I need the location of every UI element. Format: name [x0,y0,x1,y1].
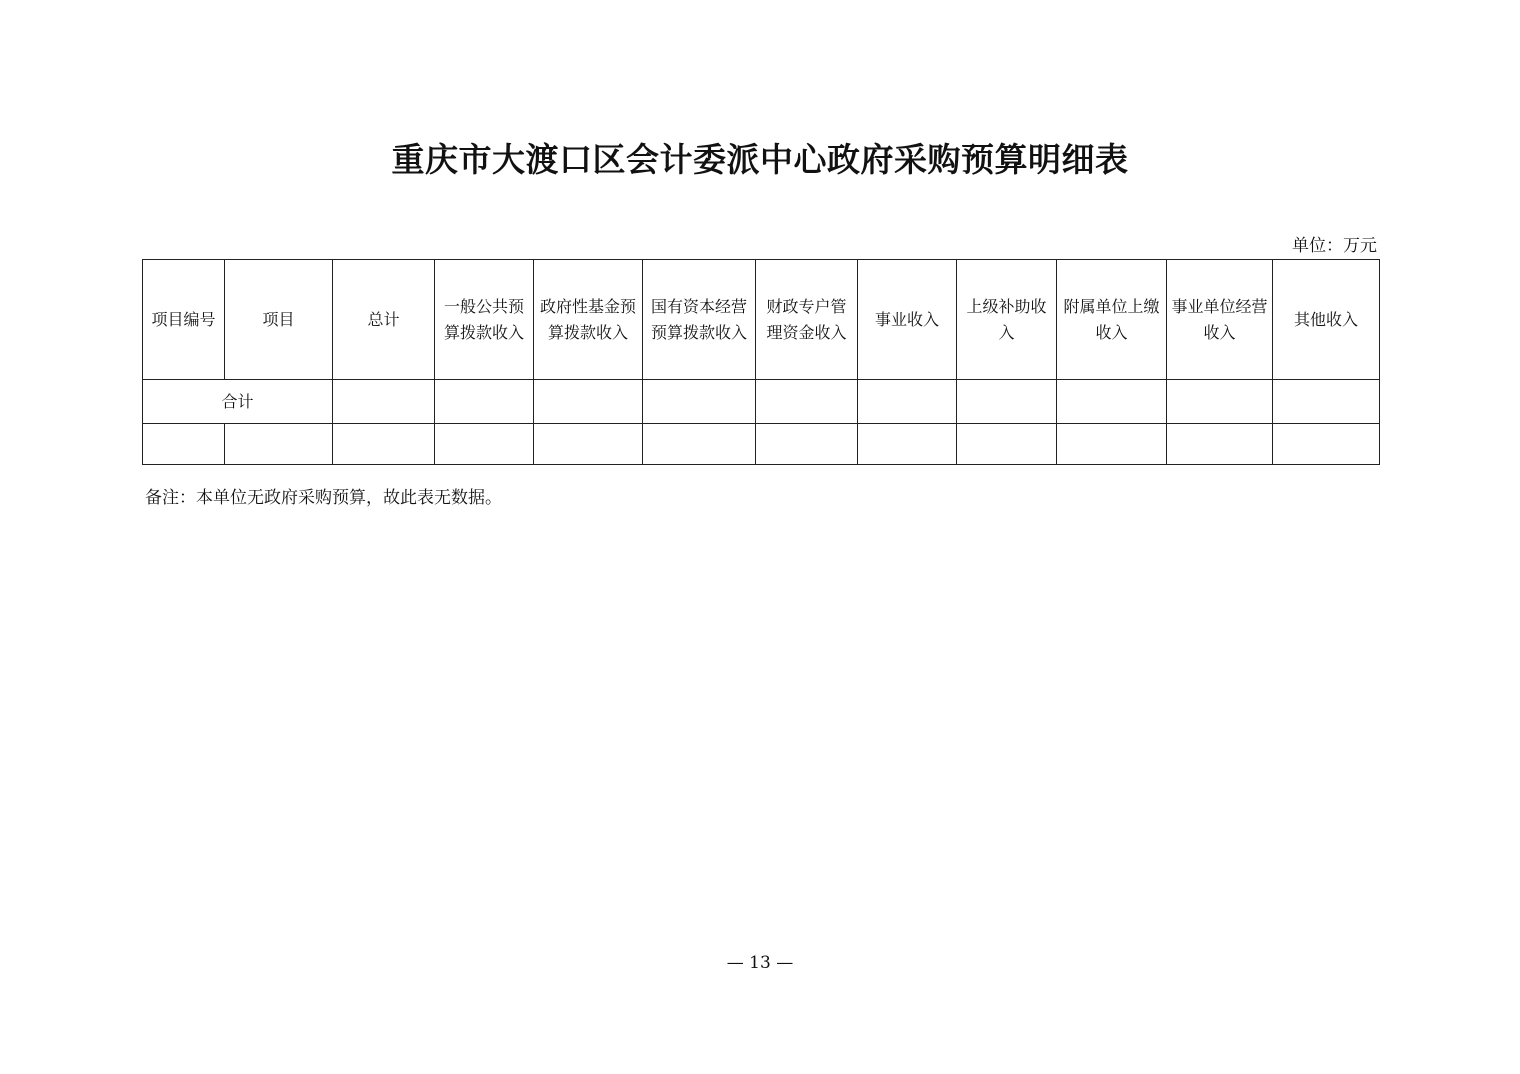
table-cell [435,380,534,424]
header-cell-general-budget: 一般公共预算拨款收入 [435,260,534,380]
header-cell-project: 项目 [225,260,333,380]
page-number: — 13 — [726,953,794,973]
header-cell-project-code: 项目编号 [143,260,225,380]
table-cell [643,380,756,424]
unit-label: 单位：万元 [1292,236,1377,256]
table-cell [1167,424,1273,465]
table-cell [643,424,756,465]
table-row [143,424,1380,465]
table-cell [858,424,957,465]
table-cell [858,380,957,424]
header-cell-other-income: 其他收入 [1273,260,1380,380]
table-cell [1273,380,1380,424]
table-cell [333,424,435,465]
header-cell-business-income: 事业收入 [858,260,957,380]
header-cell-special-account: 财政专户管理资金收入 [756,260,858,380]
header-cell-state-capital: 国有资本经营预算拨款收入 [643,260,756,380]
header-cell-subordinate-remit: 附属单位上缴收入 [1057,260,1167,380]
table-row-total [143,380,1380,424]
table-header-row [143,260,1380,380]
table-cell [143,424,225,465]
table-cell [756,424,858,465]
table-cell [1057,380,1167,424]
header-cell-government-fund: 政府性基金预算拨款收入 [534,260,643,380]
remark-note: 备注：本单位无政府采购预算，故此表无数据。 [145,488,502,508]
header-cell-total: 总计 [333,260,435,380]
table-cell [534,380,643,424]
total-label-cell: 合计 [143,380,333,424]
table-cell [957,424,1057,465]
table-cell [1167,380,1273,424]
table-cell [534,424,643,465]
table-cell [225,424,333,465]
page-title: 重庆市大渡口区会计委派中心政府采购预算明细表 [391,140,1129,179]
header-cell-superior-subsidy: 上级补助收入 [957,260,1057,380]
table-cell [333,380,435,424]
budget-table [142,259,1380,465]
table-cell [1057,424,1167,465]
table-cell [1273,424,1380,465]
header-cell-operating-income: 事业单位经营收入 [1167,260,1273,380]
table-cell [756,380,858,424]
table-cell [435,424,534,465]
table-cell [957,380,1057,424]
